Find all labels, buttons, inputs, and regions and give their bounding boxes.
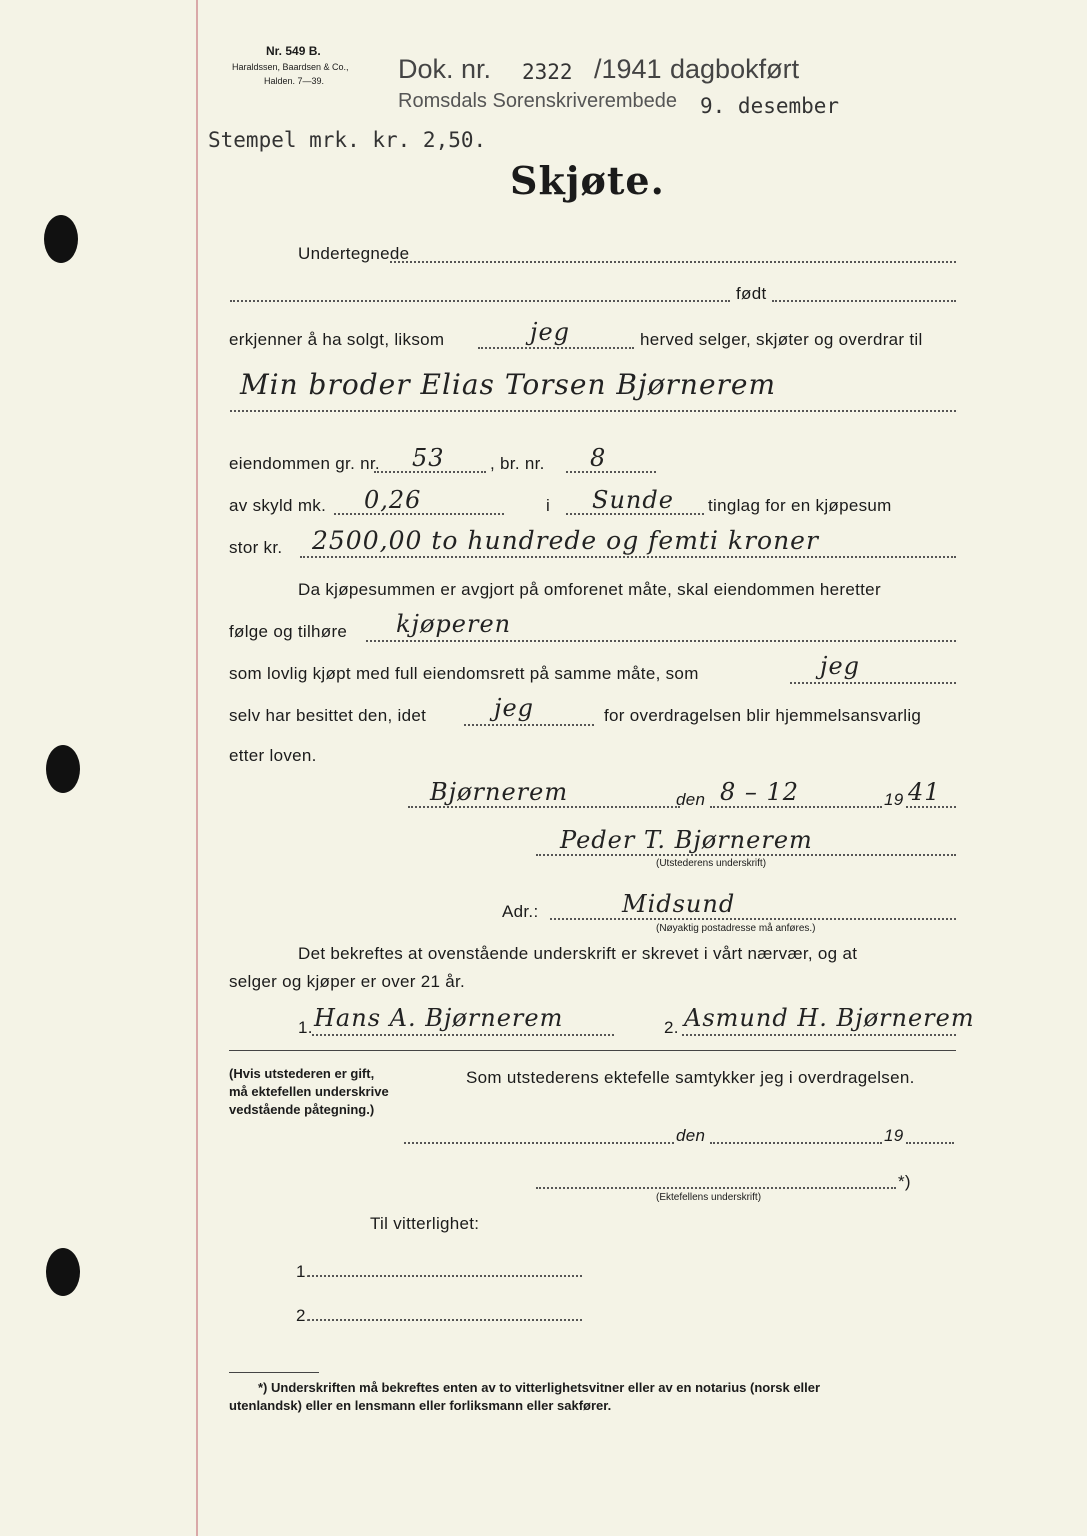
vitterlighet-line2: [308, 1319, 582, 1321]
signature-line: [536, 854, 956, 856]
year-line: [906, 806, 956, 808]
witness1-num: 1.: [298, 1018, 313, 1037]
spouse-star: *): [898, 1172, 911, 1191]
tinglag-label: tinglag for en kjøpesum: [708, 496, 892, 515]
spouse-note-line2: må ektefellen underskrive: [229, 1084, 389, 1099]
stamp-dok-label: Dok. nr.: [398, 54, 492, 84]
undertegnede-line: [390, 261, 956, 263]
issuer-signature: Peder T. Bjørnerem: [560, 826, 813, 854]
place-line: [408, 806, 680, 808]
spouse-date-line: [710, 1142, 882, 1144]
herved-label: herved selger, skjøter og overdrar til: [640, 330, 923, 349]
vitterlighet-line1: [308, 1275, 582, 1277]
page-title: Skjøte.: [510, 158, 665, 203]
br-nr-value: 8: [590, 444, 607, 472]
folge-value: kjøperen: [396, 610, 512, 638]
stamp-doc-number: 2322: [522, 60, 573, 84]
stor-kr-value: 2500,00 to hundrede og femti kroner: [312, 526, 819, 555]
overdragelsen-label: for overdragelsen blir hjemmelsansvarlig: [604, 706, 922, 725]
punch-hole: [44, 215, 78, 263]
lovlig-line: [790, 682, 956, 684]
fodt-line: [772, 300, 956, 302]
stor-kr-label: stor kr.: [229, 538, 283, 557]
witness2-line: [682, 1034, 956, 1036]
year-value: 41: [908, 778, 941, 806]
section-divider: [229, 1050, 956, 1051]
adr-label: Adr.:: [502, 902, 539, 921]
vitterlighet-num2: 2.: [296, 1306, 311, 1325]
stamp-fee: Stempel mrk. kr. 2,50.: [208, 128, 487, 152]
vitterlighet-label: Til vitterlighet:: [370, 1214, 480, 1233]
footnote-line2: utenlandsk) eller en lensmann eller forliksmann eller sakfører.: [229, 1398, 612, 1413]
eiendommen-label: eiendommen gr. nr.: [229, 454, 380, 473]
punch-hole: [46, 1248, 80, 1296]
spouse-consent-text: Som utstederens ektefelle samtykker jeg i overdragelsen.: [466, 1068, 915, 1087]
i-label: i: [546, 496, 551, 515]
gr-nr-value: 53: [412, 444, 445, 472]
spouse-note-line1: (Hvis utstederen er gift,: [229, 1066, 375, 1081]
signature-caption: (Utstederens underskrift): [656, 858, 767, 869]
erkjenner-value: jeg: [530, 318, 571, 346]
footnote-rule: [229, 1372, 319, 1373]
witness2-num: 2.: [664, 1018, 679, 1037]
adr-caption: (Nøyaktig postadresse må anføres.): [656, 923, 816, 934]
etter-loven: etter loven.: [229, 746, 317, 765]
br-nr-line: [566, 471, 656, 473]
spouse-note-line3: vedstående påtegning.): [229, 1102, 375, 1117]
place-value: Bjørnerem: [430, 778, 569, 806]
witness2-signature: Asmund H. Bjørnerem: [684, 1004, 975, 1032]
bekreftes-line2: selger og kjøper er over 21 år.: [229, 972, 466, 991]
spouse-place-line: [404, 1142, 674, 1144]
year-prefix: 19: [884, 790, 904, 809]
folge-line: [366, 640, 956, 642]
lovlig-value: jeg: [820, 652, 861, 680]
skyld-value: 0,26: [364, 486, 422, 514]
witness1-line: [312, 1034, 614, 1036]
folge-label: følge og tilhøre: [229, 622, 348, 641]
stamp-office: Romsdals Sorenskriverembede: [398, 90, 678, 112]
spouse-signature-line: [536, 1187, 896, 1189]
name-line: [230, 300, 730, 302]
kjopesum-text: Da kjøpesummen er avgjort på omforenet måte, skal eiendommen heretter: [298, 580, 881, 599]
date-value: 8 – 12: [720, 778, 800, 806]
stor-kr-line: [300, 556, 956, 558]
erkjenner-label: erkjenner å ha solgt, liksom: [229, 330, 445, 349]
printer-line: Haraldssen, Baardsen & Co.,: [232, 62, 349, 72]
buyer-line: [230, 410, 956, 412]
stamp-year: /1941: [594, 54, 662, 84]
printer-line: Halden. 7—39.: [264, 76, 325, 86]
spouse-year-line: [906, 1142, 954, 1144]
witness1-signature: Hans A. Bjørnerem: [314, 1004, 564, 1032]
adr-value: Midsund: [622, 890, 736, 918]
br-nr-label: , br. nr.: [490, 454, 545, 473]
erkjenner-line: [478, 347, 634, 349]
stamp-dagbokfort: dagbokført: [670, 54, 800, 84]
form-number: Nr. 549 B.: [266, 44, 321, 58]
den-label: den: [676, 790, 706, 809]
spouse-signature-caption: (Ektefellens underskrift): [656, 1192, 762, 1203]
spouse-den-label: den: [676, 1126, 706, 1145]
vitterlighet-num1: 1.: [296, 1262, 311, 1281]
fodt-label: født: [736, 284, 767, 303]
stamp-date: 9. desember: [700, 94, 840, 118]
selv-value: jeg: [494, 694, 535, 722]
adr-line: [550, 918, 956, 920]
skyld-label: av skyld mk.: [229, 496, 327, 515]
selv-label: selv har besittet den, idet: [229, 706, 427, 725]
bekreftes-line1: Det bekreftes at ovenstående underskrift er skrevet i vårt nærvær, og at: [298, 944, 858, 963]
undertegnede-label: Undertegnede: [298, 244, 410, 263]
margin-line: [196, 0, 198, 1536]
spouse-year-prefix: 19: [884, 1126, 904, 1145]
punch-hole: [46, 745, 80, 793]
lovlig-label: som lovlig kjøpt med full eiendomsrett på samme måte, som: [229, 664, 699, 683]
footnote-line1: *) Underskriften må bekreftes enten av to vitterlighetsvitner eller av en notarius (norsk eller: [258, 1380, 821, 1395]
date-line: [710, 806, 882, 808]
selv-line: [464, 724, 594, 726]
tinglag-value: Sunde: [592, 486, 674, 514]
buyer-value: Min broder Elias Torsen Bjørnerem: [240, 368, 777, 401]
